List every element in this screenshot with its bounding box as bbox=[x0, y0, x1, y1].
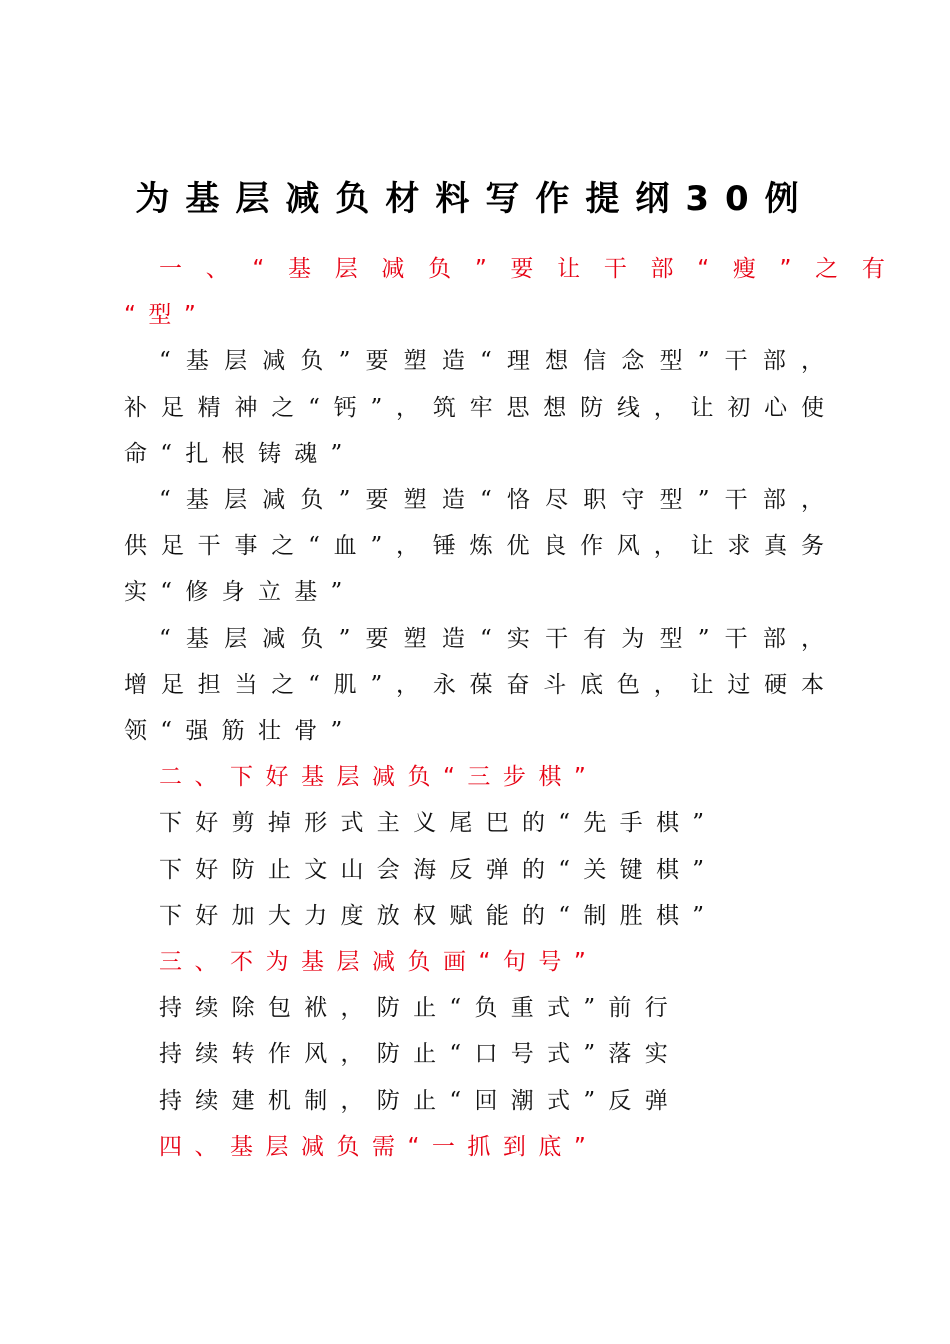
section-1-para-2-line-1: “基层减负”要塑造“恪尽职守型”干部， bbox=[159, 487, 824, 514]
section-3-heading: 三、不为基层减负画“句号” bbox=[159, 949, 599, 976]
section-3-item: 持续转作风，防止“口号式”落实 bbox=[159, 1041, 682, 1068]
section-1-para-2-line-3: 实“修身立基” bbox=[124, 579, 356, 606]
section-3-item: 持续建机制，防止“回潮式”反弹 bbox=[159, 1087, 682, 1114]
section-1-heading: 一、“基层减负”要让干部“瘦”之有 bbox=[159, 256, 909, 282]
section-2-item: 下好加大力度放权赋能的“制胜棋” bbox=[159, 902, 718, 929]
section-1-para-1-line-3: 命“扎根铸魂” bbox=[124, 440, 356, 467]
section-4-heading: 四、基层减负需“一抓到底” bbox=[159, 1133, 599, 1160]
section-2-item: 下好防止文山会海反弹的“关键棋” bbox=[159, 856, 718, 883]
document-title: 为基层减负材料写作提纲30例 bbox=[135, 179, 815, 219]
section-3-item: 持续除包袱，防止“负重式”前行 bbox=[159, 995, 682, 1022]
section-2-heading: 二、下好基层减负“三步棋” bbox=[159, 764, 599, 791]
section-2-item: 下好剪掉形式主义尾巴的“先手棋” bbox=[159, 810, 718, 837]
section-1-para-1-line-2: 补足精神之“钙”，筑牢思想防线，让初心使 bbox=[124, 394, 824, 421]
section-1-para-3-line-1: “基层减负”要塑造“实干有为型”干部， bbox=[159, 625, 824, 652]
section-1-para-3-line-2: 增足担当之“肌”，永葆奋斗底色，让过硬本 bbox=[124, 671, 824, 698]
section-1-para-1-line-1: “基层减负”要塑造“理想信念型”干部， bbox=[159, 348, 824, 375]
document-body bbox=[124, 246, 909, 1170]
section-1-heading-cont: “型” bbox=[124, 302, 209, 329]
section-1-para-2-line-2: 供足干事之“血”，锤炼优良作风，让求真务 bbox=[124, 533, 824, 560]
section-1-para-3-line-3: 领“强筋壮骨” bbox=[124, 718, 356, 745]
